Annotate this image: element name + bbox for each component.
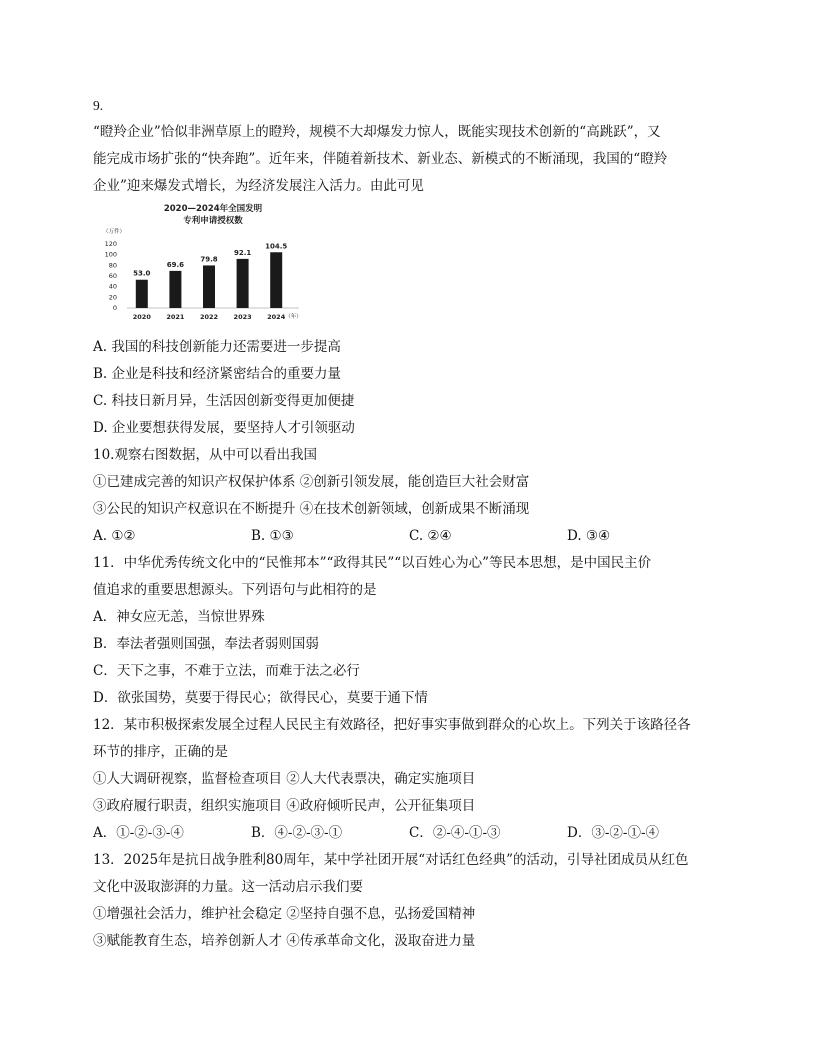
q10-option-b: B. ①③ xyxy=(251,528,294,544)
q12-option-c: C．②-④-①-③ xyxy=(409,825,501,841)
q12-option-d: D．③-②-①-④ xyxy=(567,825,660,841)
bar-value-label: 69.6 xyxy=(166,260,185,269)
q13-choices-line-2: ③赋能教育生态，培养创新人才 ④传承革命文化，汲取奋进力量 xyxy=(93,933,476,949)
y-tick-label: 100 xyxy=(104,250,117,259)
q12-options xyxy=(93,820,733,847)
chart-title: 2020—2024年全国发明 xyxy=(163,204,263,214)
q9-stem-line-2: 能完成市场扩张的“快奔跑”。近年来，伴随着新技术、新业态、新模式的不断涌现，我国的“瞪羚 xyxy=(93,151,668,167)
q11-option-d: D．欲张国势，莫要于得民心；欲得民心，莫要于通下情 xyxy=(93,690,428,706)
q13-stem-line-1: 13．2025年是抗日战争胜利80周年，某中学社团开展“对话红色经典”的活动，引导社团成员从红色 xyxy=(93,852,689,868)
q12-option-a: A．①-②-③-④ xyxy=(93,825,184,841)
q11-option-a: A．神女应无恙，当惊世界殊 xyxy=(93,609,265,625)
q9-option-b: B. 企业是科技和经济紧密结合的重要力量 xyxy=(93,366,342,382)
q10-choices-line-1: ①已建成完善的知识产权保护体系 ②创新引领发展，能创造巨大社会财富 xyxy=(93,474,530,490)
q9-option-a: A. 我国的科技创新能力还需要进一步提高 xyxy=(93,339,341,355)
y-tick-label: 20 xyxy=(108,293,117,302)
bar-value-label: 53.0 xyxy=(133,269,151,278)
bar-2022 xyxy=(203,265,215,308)
q12-stem-line-1: 12．某市积极探索发展全过程人民民主有效路径，把好事实事做到群众的心坎上。下列关于该路径各 xyxy=(93,717,691,733)
q10-choices-line-2: ③公民的知识产权意识在不断提升 ④在技术创新领域，创新成果不断涌现 xyxy=(93,501,530,517)
q13-choices-line-1: ①增强社会活力，维护社会稳定 ②坚持自强不息，弘扬爱国精神 xyxy=(93,906,476,922)
x-tick-label: 2024 xyxy=(267,313,286,321)
bar-2024 xyxy=(270,252,282,308)
q10-stem: 10.观察右图数据，从中可以看出我国 xyxy=(93,447,317,463)
bar-value-label: 79.8 xyxy=(200,255,218,264)
bar-2020 xyxy=(136,280,148,308)
y-tick-label: 120 xyxy=(104,240,117,248)
patent-bar-chart-svg xyxy=(101,202,311,334)
q9-stem-line-3: 企业”迎来爆发式增长，为经济发展注入活力。由此可见 xyxy=(93,178,424,194)
q11-stem-line-2: 值追求的重要思想源头。下列语句与此相符的是 xyxy=(93,582,377,598)
chart-y-unit: （万件） xyxy=(103,229,126,235)
q10-option-a: A. ①② xyxy=(93,528,136,544)
chart-subtitle: 专利申请授权数 xyxy=(183,216,243,226)
y-tick-label: 40 xyxy=(108,282,117,291)
q11-option-b: B．奉法者强则国强，奉法者弱则国弱 xyxy=(93,636,319,652)
chart-x-unit: （年） xyxy=(285,314,302,320)
q9-option-c: C. 科技日新月异，生活因创新变得更加便捷 xyxy=(93,393,355,409)
x-tick-label: 2023 xyxy=(233,313,252,321)
bar-2021 xyxy=(169,271,181,308)
bar-value-label: 104.5 xyxy=(265,242,288,251)
q13-stem-line-2: 文化中汲取澎湃的力量。这一活动启示我们要 xyxy=(93,879,363,895)
q9-option-d: D. 企业要想获得发展，要坚持人才引领驱动 xyxy=(93,420,355,436)
q10-option-c: C. ②④ xyxy=(409,528,452,544)
q12-option-b: B．④-②-③-① xyxy=(251,825,343,841)
q11-option-c: C．天下之事，不难于立法，而难于法之必行 xyxy=(93,663,360,679)
x-tick-label: 2020 xyxy=(132,313,151,321)
q9-stem-line-1: “瞪羚企业”恰似非洲草原上的瞪羚，规模不大却爆发力惊人，既能实现技术创新的“高跳跃”，又 xyxy=(93,124,661,140)
q12-choices-line-2: ③政府履行职责，组织实施项目 ④政府倾听民声，公开征集项目 xyxy=(93,798,476,814)
x-tick-label: 2021 xyxy=(166,313,185,321)
patent-bar-chart xyxy=(101,202,311,334)
x-tick-label: 2022 xyxy=(199,313,219,321)
q10-options xyxy=(93,523,733,550)
bar-2023 xyxy=(237,259,249,308)
q12-choices-line-1: ①人大调研视察，监督检查项目 ②人大代表票决，确定实施项目 xyxy=(93,771,476,787)
bar-value-label: 92.1 xyxy=(233,248,252,257)
y-tick-label: 80 xyxy=(108,261,117,270)
exam-page xyxy=(93,92,733,955)
q11-stem-line-1: 11．中华优秀传统文化中的“民惟邦本”“政得其民”“以百姓心为心”等民本思想，是中国民主价 xyxy=(93,555,652,571)
q12-stem-line-2: 环节的排序，正确的是 xyxy=(93,744,228,760)
q10-option-d: D. ③④ xyxy=(567,528,611,544)
y-tick-label: 0 xyxy=(112,304,117,312)
y-tick-label: 60 xyxy=(108,272,117,280)
q9-number: 9. xyxy=(93,98,104,113)
